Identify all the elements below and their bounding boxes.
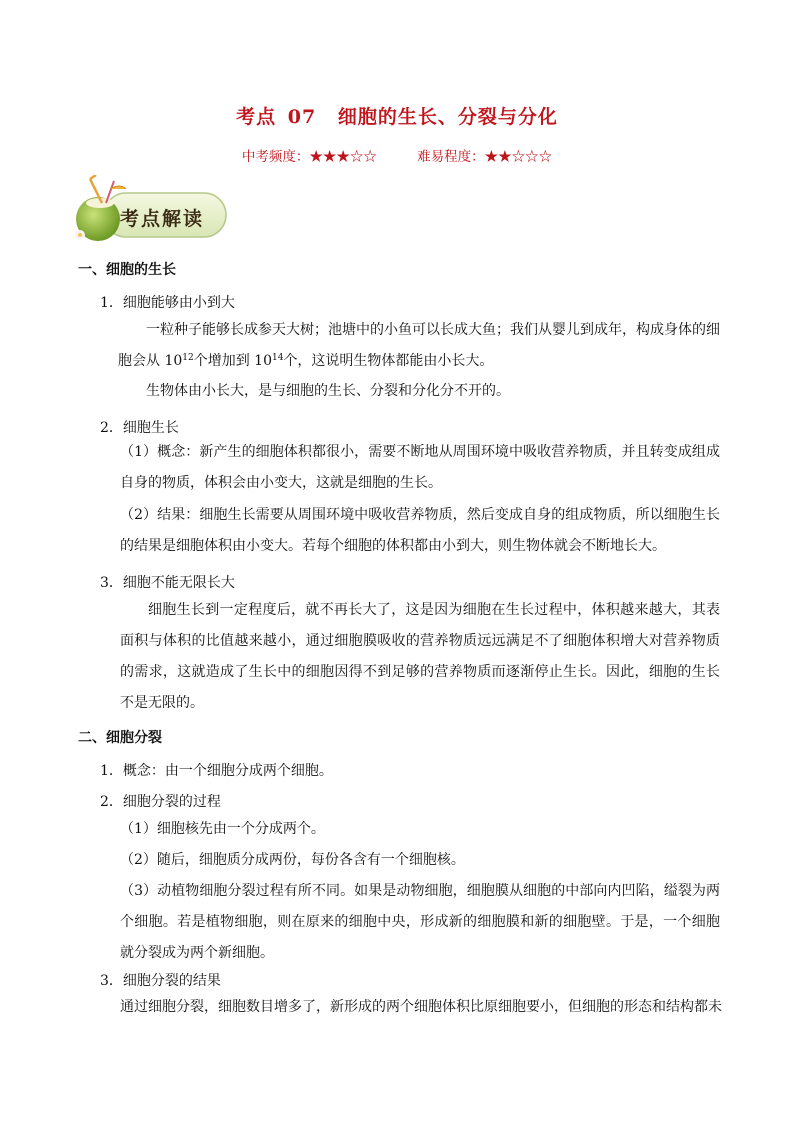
division-result-paragraph: 通过细胞分裂，细胞数目增多了，新形成的两个细胞体积比原细胞要小，但细胞的形态和结构都未 <box>120 999 722 1015</box>
item-heading-division-result: 3．细胞分裂的结果 <box>100 973 221 989</box>
division-step-1: （1）细胞核先由一个分成两个。 <box>120 821 325 837</box>
title-main: 细胞的生长、分裂与分化 <box>337 106 558 128</box>
difficulty-label: 难易程度： <box>417 149 485 165</box>
section-heading-cell-division: 二、细胞分裂 <box>78 730 162 746</box>
item-heading-division-process: 2．细胞分裂的过程 <box>100 794 221 810</box>
paragraph-growth-concept: （1）概念：新产生的细胞体积都很小，需要不断地从周围环境中吸收营养物质，并且转变成组成自身的物质，体积会由小变大，这就是细胞的生长。 <box>120 444 720 491</box>
difficulty-stars-empty: ☆☆☆ <box>511 149 553 165</box>
item-heading-2: 2．细胞生长 <box>100 420 179 436</box>
item-heading-1: 1．细胞能够由小到大 <box>100 295 235 311</box>
difficulty-stars-filled: ★★ <box>484 149 512 165</box>
division-step-2: （2）随后，细胞质分成两份，每份各含有一个细胞核。 <box>120 852 465 868</box>
rating-line <box>0 145 794 165</box>
division-step-3: （3）动植物细胞分裂过程有所不同。如果是动物细胞，细胞膜从细胞的中部向内凹陷，缢裂为两个细胞。若是植物细胞，则在原来的细胞中央，形成新的细胞膜和新的细胞壁。于是，一个细胞就分裂成为两个新细胞。 <box>120 883 720 961</box>
frequency-rating <box>242 145 377 165</box>
section-heading-cell-growth: 一、细胞的生长 <box>78 262 176 278</box>
frequency-label: 中考频度： <box>241 149 310 165</box>
division-concept: 1．概念：由一个细胞分成两个细胞。 <box>100 763 333 779</box>
title-number: 07 <box>287 106 317 128</box>
paragraph-growth-cause: 生物体由小长大，是与细胞的生长、分裂和分化分不开的。 <box>146 383 510 399</box>
frequency-stars-filled: ★★★ <box>309 149 350 165</box>
badge-label: 考点解读 <box>120 208 205 230</box>
title-prefix: 考点 <box>236 106 277 128</box>
paragraph-growth-limit: 细胞生长到一定程度后，就不再长大了，这是因为细胞在生长过程中，体积越来越大，其表面积与体积的比值越来越小，通过细胞膜吸收的营养物质远远满足不了细胞体积增大对营养物质的需求，这就造成了生长中的细胞因得不到足够的营养物质而逐渐停止生长。因此，细胞的生长不是无限的。 <box>120 602 720 711</box>
paragraph-seed-growth: 一粒种子能够长成参天大树；池塘中的小鱼可以长成大鱼；我们从婴儿到成年，构成身体的细胞会从 $10^{12}$个增加到 $10^{14}$个，这说明生物体都能由小长大。 <box>118 322 720 369</box>
difficulty-rating <box>417 145 552 165</box>
paragraph-growth-result: （2）结果：细胞生长需要从周围环境中吸收营养物质，然后变成自身的组成物质，所以细胞生长的结果是细胞体积由小变大。若每个细胞的体积都由小到大，则生物体就会不断地长大。 <box>120 507 720 554</box>
frequency-stars-empty: ☆☆ <box>349 149 377 165</box>
item-heading-3: 3．细胞不能无限长大 <box>100 575 235 591</box>
page-title <box>0 102 794 129</box>
